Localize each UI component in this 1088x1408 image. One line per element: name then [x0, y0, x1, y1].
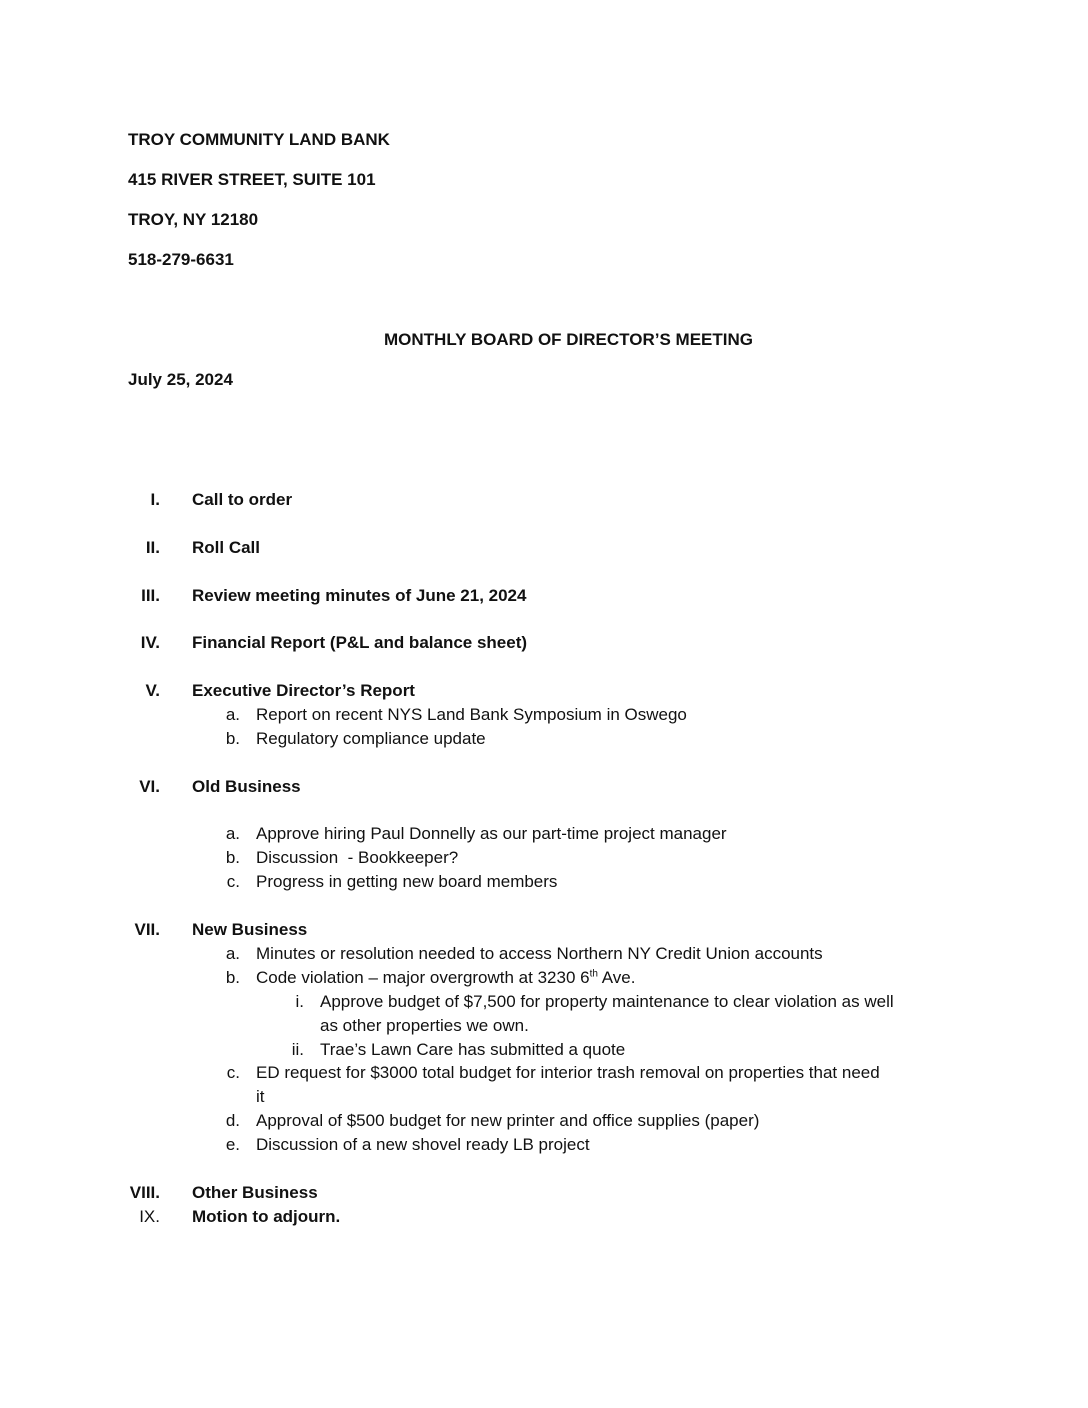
agenda-number: II.: [145, 538, 160, 557]
address-line-1: 415 RIVER STREET, SUITE 101: [128, 170, 376, 189]
agenda-item-call-to-order: Call to order: [192, 490, 293, 509]
agenda-number: VIII.: [129, 1183, 160, 1202]
sub-item-text: Regulatory compliance update: [256, 729, 486, 748]
sub-item-letter: a.: [225, 705, 240, 724]
agenda-item-executive-report: Executive Director’s Report: [192, 681, 415, 700]
sub-item-text: Report on recent NYS Land Bank Symposium in Oswego: [256, 705, 687, 724]
address-line-2: TROY, NY 12180: [128, 210, 259, 229]
agenda-item-other-business: Other Business: [192, 1183, 318, 1202]
sub-item-letter: c.: [226, 1063, 240, 1082]
agenda-number: V.: [145, 681, 160, 700]
sub-item-letter: a.: [225, 944, 240, 963]
agenda-item-roll-call: Roll Call: [192, 538, 261, 557]
agenda-item-financial-report: Financial Report (P&L and balance sheet): [192, 633, 528, 652]
sub-item-text: Discussion - Bookkeeper?: [256, 848, 459, 867]
agenda-number: IX.: [139, 1207, 160, 1226]
sub-sub-item-roman: i.: [295, 992, 304, 1011]
agenda-number: III.: [141, 586, 160, 605]
agenda-item-old-business: Old Business: [192, 777, 301, 796]
agenda-item-adjourn: Motion to adjourn.: [192, 1207, 341, 1226]
agenda-number: VII.: [134, 920, 160, 939]
sub-item-text: Approve hiring Paul Donnelly as our part-time project manager: [256, 824, 727, 843]
sub-sub-item-text: Trae’s Lawn Care has submitted a quote: [320, 1040, 626, 1059]
sub-sub-item-roman: ii.: [291, 1040, 304, 1059]
sub-item-letter: c.: [226, 872, 240, 891]
agenda-number: VI.: [139, 777, 160, 796]
agenda-number: I.: [150, 490, 160, 509]
phone-number: 518-279-6631: [128, 250, 234, 269]
sub-item-text: Code violation – major overgrowth at 3230 6th Ave.: [256, 968, 636, 987]
sub-sub-item-text-continued: as other properties we own.: [320, 1016, 529, 1035]
meeting-date: July 25, 2024: [128, 370, 233, 389]
sub-item-text: Minutes or resolution needed to access Northern NY Credit Union accounts: [256, 944, 823, 963]
sub-item-letter: a.: [225, 824, 240, 843]
sub-sub-item-text: Approve budget of $7,500 for property maintenance to clear violation as well: [320, 992, 894, 1011]
sub-item-letter: e.: [225, 1135, 240, 1154]
agenda-item-new-business: New Business: [192, 920, 308, 939]
meeting-title: MONTHLY BOARD OF DIRECTOR’S MEETING: [384, 330, 753, 349]
sub-item-letter: b.: [225, 729, 240, 748]
sub-item-text-continued: it: [256, 1087, 265, 1106]
agenda-number: IV.: [140, 633, 160, 652]
sub-item-text: Approval of $500 budget for new printer and office supplies (paper): [256, 1111, 760, 1130]
sub-item-letter: d.: [225, 1111, 240, 1130]
sub-item-text: Progress in getting new board members: [256, 872, 558, 891]
sub-item-text: Discussion of a new shovel ready LB project: [256, 1135, 590, 1154]
sub-item-letter: b.: [225, 968, 240, 987]
sub-item-text: ED request for $3000 total budget for interior trash removal on properties that need: [256, 1063, 880, 1082]
org-name: TROY COMMUNITY LAND BANK: [128, 130, 390, 149]
agenda-item-review-minutes: Review meeting minutes of June 21, 2024: [192, 586, 527, 605]
sub-item-letter: b.: [225, 848, 240, 867]
